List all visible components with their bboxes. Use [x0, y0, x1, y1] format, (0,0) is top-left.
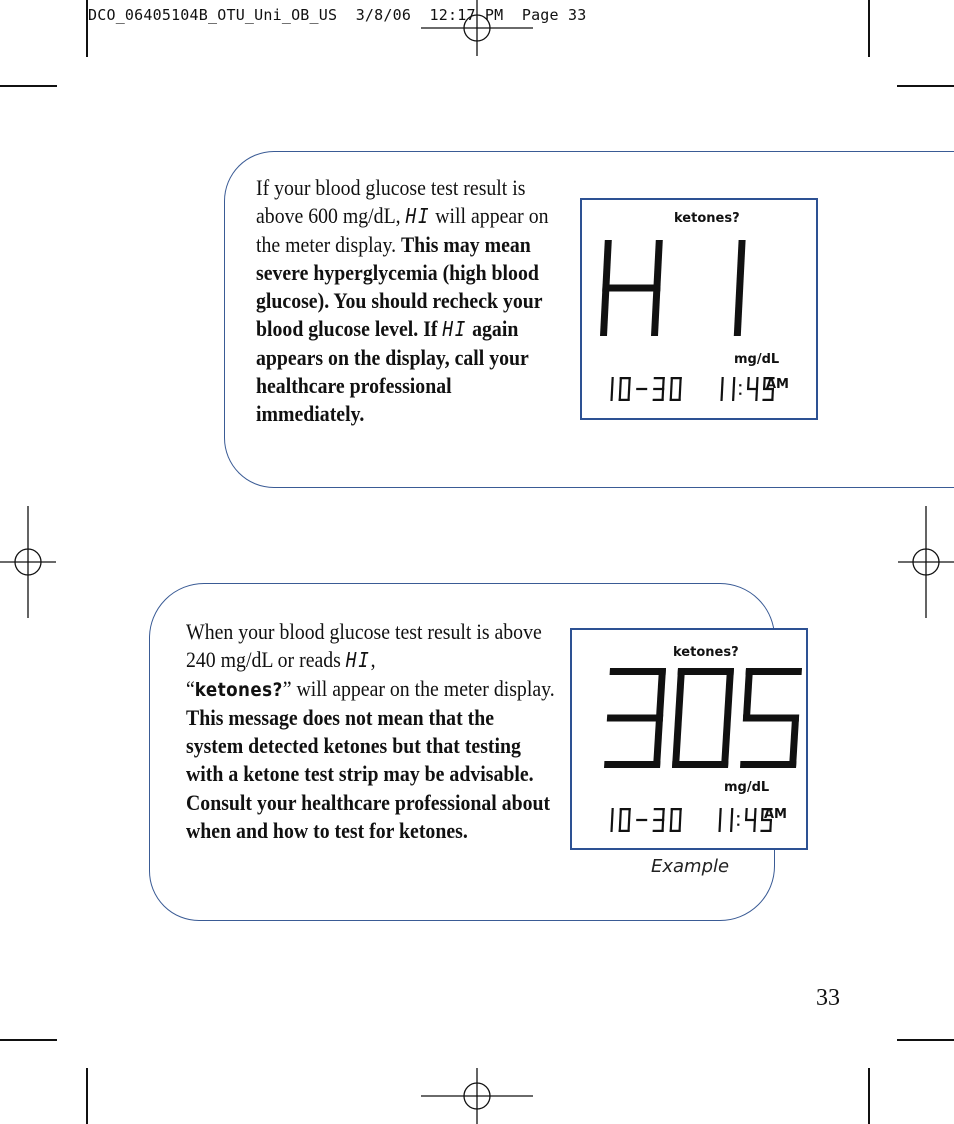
lcd-segment	[754, 808, 757, 820]
lcd-segment	[600, 288, 609, 336]
lcd-colon	[737, 824, 739, 826]
lcd-segment	[743, 715, 799, 722]
lcd-segment	[670, 808, 673, 820]
ketones-advice: This message does not mean that the system detected ketones but that testing with a ketone test strip may be advisable. Consult your healthcare professional about when and how to test for ketones.	[186, 704, 551, 844]
lcd-colon	[739, 384, 741, 386]
lcd-segment	[743, 668, 753, 718]
ketones-keyword: ketones?	[194, 678, 283, 701]
lcd-segment	[721, 377, 724, 389]
lcd-segment	[602, 285, 660, 292]
lcd-colon	[737, 815, 739, 817]
ketones-label: ketones?	[674, 211, 740, 226]
lcd-segment	[653, 240, 662, 288]
lcd-segment	[607, 715, 663, 722]
lcd-segment	[672, 718, 682, 768]
example-caption: Example	[651, 856, 730, 877]
lcd-segment	[610, 389, 613, 401]
lcd-segment	[747, 377, 750, 389]
meter-display-305	[570, 628, 808, 850]
lcd-segment	[670, 377, 673, 389]
meter-display-hi	[580, 198, 818, 420]
lcd-segment	[653, 718, 663, 768]
lcd-segment	[789, 718, 799, 768]
lcd-segment	[719, 808, 722, 820]
lcd-segment	[734, 288, 743, 336]
lcd-segment	[724, 668, 734, 718]
lcd-segment	[760, 830, 771, 832]
lcd-segment	[611, 377, 614, 389]
lcd-segment	[651, 288, 660, 336]
lcd-segment	[746, 668, 802, 675]
lcd-segment	[602, 240, 611, 288]
lcd-segment	[656, 668, 666, 718]
lcd-segment	[653, 399, 664, 401]
hi-result-text: If your blood glucose test result is above 600 mg/dL, HI will appear on the meter display. This may mean severe hyperglycemia (high blood glucose). You should recheck your blood glucose level. If HI again appears on the display, call your healthcare professional immediately.	[256, 175, 549, 427]
hyperglycemia-warning: This may mean severe hyperglycemia (high blood glucose). You should recheck your blood glucose level. If	[256, 231, 543, 342]
lcd-segment	[636, 819, 647, 821]
lcd-segment	[745, 808, 748, 820]
lcd-segment	[653, 388, 664, 390]
lcd-segment	[753, 820, 756, 832]
lcd-segment	[732, 389, 735, 401]
lcd-segment	[756, 377, 759, 389]
lcd-segment	[619, 377, 622, 389]
lcd-segment	[755, 389, 758, 401]
lcd-segment	[747, 388, 758, 390]
lcd-segment	[720, 389, 723, 401]
lcd-segment	[611, 808, 614, 820]
unit-label: mg/dL	[734, 352, 780, 367]
lcd-colon	[739, 393, 741, 395]
lcd-segment	[672, 761, 728, 768]
lcd-segment	[721, 718, 731, 768]
hi-code-inline: HI	[405, 204, 431, 229]
lcd-segment	[619, 808, 622, 820]
lcd-segment	[653, 830, 664, 832]
lcd-segment	[718, 820, 721, 832]
lcd-segment	[745, 819, 756, 821]
lcd-segment	[675, 668, 685, 718]
lcd-segment	[636, 388, 647, 390]
lcd-segment	[730, 820, 733, 832]
unit-label-2: mg/dL	[724, 780, 770, 795]
ketones-label-2: ketones?	[673, 645, 739, 660]
lcd-segment	[610, 668, 666, 675]
ampm-label-2: AM	[764, 807, 787, 822]
lcd-segment	[762, 399, 773, 401]
lcd-segment	[733, 377, 736, 389]
hi-code-inline-2: HI	[442, 317, 468, 342]
hi-code-inline-3: HI	[345, 648, 371, 673]
ketones-text: When your blood glucose test result is above 240 mg/dL or reads HI, “ketones?” will appear on the meter display. This message does not mean that the system detected ketones but that testing with a ketone test strip may be advisable. Consult your healthcare professional about when and how to test for ketones.	[186, 619, 555, 844]
call-professional-warning: again appears on the display, call your healthcare professional immediately.	[256, 316, 529, 427]
lcd-segment	[678, 668, 734, 675]
page-number: 33	[816, 985, 840, 1011]
lcd-segment	[736, 240, 745, 288]
lcd-segment	[610, 820, 613, 832]
lcd-segment	[604, 761, 660, 768]
print-slug-header: DCO_06405104B_OTU_Uni_OB_US 3/8/06 12:17 PM Page 33	[88, 6, 587, 24]
lcd-segment	[653, 819, 664, 821]
lcd-segment	[731, 808, 734, 820]
lcd-segment	[740, 761, 796, 768]
ampm-label: AM	[766, 377, 789, 392]
